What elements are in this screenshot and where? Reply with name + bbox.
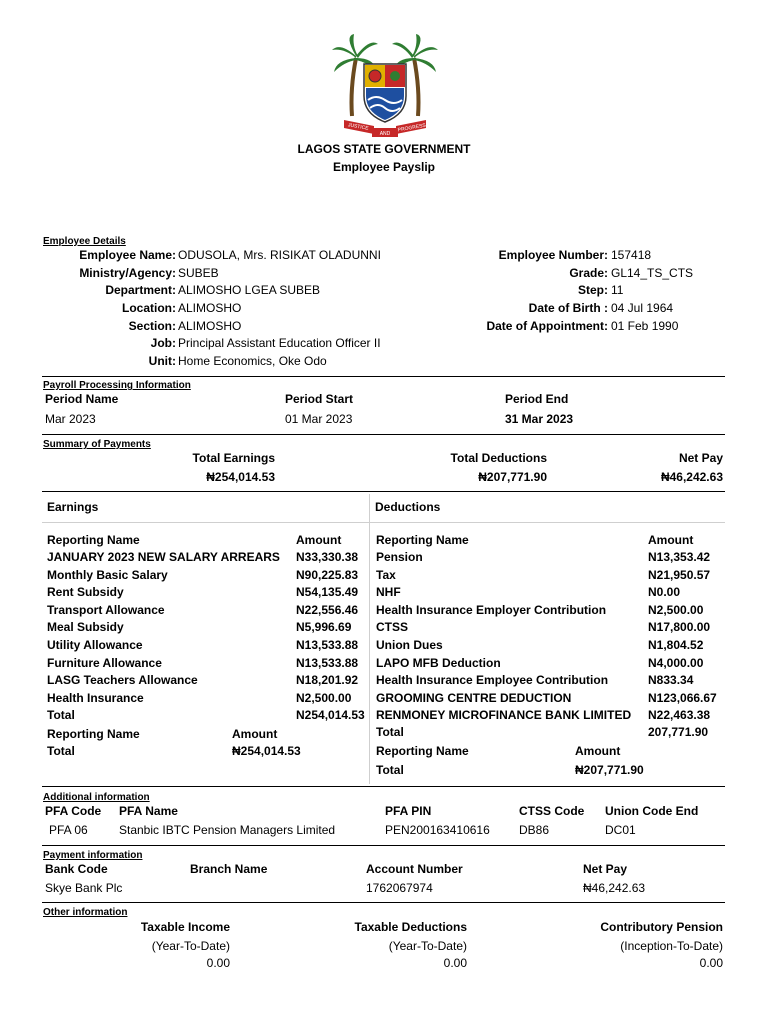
- total-earnings-value: ₦254,014.53: [206, 470, 275, 484]
- deduction-amount: N123,066.67: [648, 691, 717, 705]
- taxable-deductions-value: 0.00: [443, 956, 467, 970]
- earnings-title: Earnings: [47, 500, 99, 514]
- earnings-col-amount: Amount: [296, 533, 342, 547]
- other-information-heading: Other information: [43, 907, 128, 918]
- pfa-code-value: PFA 06: [49, 823, 88, 837]
- taxable-income-header: Taxable Income: [140, 920, 230, 934]
- earnings-footer-col-amount: Amount: [232, 727, 278, 741]
- department-value: ALIMOSHO LGEA SUBEB: [178, 283, 321, 297]
- earnings-footer-total-label: Total: [47, 744, 75, 758]
- earning-amount: N5,996.69: [296, 620, 352, 634]
- contributory-pension-period: (Inception-To-Date): [620, 939, 723, 953]
- total-deductions-header: Total Deductions: [450, 451, 547, 465]
- total-deductions-value: ₦207,771.90: [478, 470, 547, 484]
- taxable-deductions-period: (Year-To-Date): [388, 939, 467, 953]
- svg-text:PROGRESS: PROGRESS: [397, 122, 427, 134]
- earning-name: LASG Teachers Allowance: [47, 673, 198, 687]
- deduction-name: Total: [376, 725, 404, 739]
- deduction-amount: 207,771.90: [648, 725, 709, 739]
- divider: [42, 902, 725, 903]
- department-label: Department:: [105, 283, 176, 297]
- deduction-amount: N1,804.52: [648, 638, 704, 652]
- page-title: Employee Payslip: [332, 160, 436, 174]
- unit-value: Home Economics, Oke Odo: [178, 354, 327, 368]
- unit-label: Unit:: [148, 354, 176, 368]
- earning-amount: N2,500.00: [296, 691, 352, 705]
- earning-name: Utility Allowance: [47, 638, 143, 652]
- pfa-pin-value: PEN200163410616: [385, 823, 490, 837]
- grade-label: Grade:: [569, 266, 608, 280]
- section-value: ALIMOSHO: [178, 319, 242, 333]
- net-pay-value: ₦46,242.63: [660, 470, 723, 484]
- divider: [42, 491, 725, 492]
- earning-name: Transport Allowance: [47, 603, 165, 617]
- location-value: ALIMOSHO: [178, 301, 242, 315]
- divider: [42, 376, 725, 377]
- lagos-state-crest: [330, 34, 440, 138]
- contributory-pension-header: Contributory Pension: [600, 920, 723, 934]
- earning-name: Total: [47, 708, 75, 722]
- employee-number-value: 157418: [611, 248, 652, 262]
- payment-net-pay-value: ₦46,242.63: [583, 881, 646, 895]
- deductions-col-name: Reporting Name: [376, 533, 469, 547]
- divider: [42, 786, 725, 787]
- svg-text:AND: AND: [379, 131, 391, 137]
- deductions-title: Deductions: [375, 500, 441, 514]
- deduction-name: Health Insurance Employee Contribution: [376, 673, 609, 687]
- deduction-name: Health Insurance Employer Contribution: [376, 603, 607, 617]
- deduction-amount: N13,353.42: [648, 550, 711, 564]
- divider: [42, 434, 725, 435]
- location-label: Location:: [122, 301, 176, 315]
- deduction-name: Pension: [376, 550, 423, 564]
- ministry-value: SUBEB: [178, 266, 219, 280]
- period-end-header: Period End: [505, 392, 569, 406]
- date-of-birth-value: 04 Jul 1964: [611, 301, 674, 315]
- total-earnings-header: Total Earnings: [192, 451, 275, 465]
- earning-amount: N13,533.88: [296, 656, 359, 670]
- deductions-footer-col-name: Reporting Name: [376, 744, 469, 758]
- branch-name-header: Branch Name: [190, 862, 268, 876]
- earning-name: Rent Subsidy: [47, 585, 124, 599]
- deduction-amount: N21,950.57: [648, 568, 711, 582]
- earning-amount: N18,201.92: [296, 673, 359, 687]
- deduction-amount: N0.00: [648, 585, 681, 599]
- union-code-value: DC01: [605, 823, 636, 837]
- date-of-birth-label: Date of Birth :: [528, 301, 608, 315]
- taxable-income-value: 0.00: [206, 956, 230, 970]
- step-label: Step:: [578, 283, 608, 297]
- job-label: Job:: [150, 336, 176, 350]
- taxable-income-period: (Year-To-Date): [151, 939, 230, 953]
- earning-amount: N90,225.83: [296, 568, 359, 582]
- earnings-footer-total-value: ₦254,014.53: [232, 744, 301, 758]
- divider: [42, 845, 725, 846]
- earnings-title-rule: [42, 522, 369, 523]
- deduction-amount: N2,500.00: [648, 603, 704, 617]
- period-start-header: Period Start: [285, 392, 354, 406]
- earnings-col-name: Reporting Name: [47, 533, 140, 547]
- ministry-label: Ministry/Agency:: [79, 266, 176, 280]
- earning-amount: N33,330.38: [296, 550, 359, 564]
- payroll-processing-heading: Payroll Processing Information: [43, 380, 191, 391]
- deductions-footer-col-amount: Amount: [575, 744, 621, 758]
- deduction-amount: N17,800.00: [648, 620, 711, 634]
- earnings-footer-col-name: Reporting Name: [47, 727, 140, 741]
- job-value: Principal Assistant Education Officer II: [178, 336, 381, 350]
- payment-information-heading: Payment information: [43, 850, 143, 861]
- deductions-col-amount: Amount: [648, 533, 694, 547]
- additional-information-heading: Additional information: [43, 792, 150, 803]
- pfa-pin-header: PFA PIN: [385, 804, 432, 818]
- deduction-amount: N833.34: [648, 673, 694, 687]
- organization-name: LAGOS STATE GOVERNMENT: [297, 142, 471, 156]
- grade-value: GL14_TS_CTS: [611, 266, 694, 280]
- contributory-pension-value: 0.00: [699, 956, 723, 970]
- union-code-header: Union Code End: [605, 804, 699, 818]
- deduction-name: LAPO MFB Deduction: [376, 656, 501, 670]
- date-of-appointment-label: Date of Appointment:: [486, 319, 608, 333]
- bank-code-value: Skye Bank Plc: [45, 881, 123, 895]
- bank-code-header: Bank Code: [45, 862, 108, 876]
- deductions-title-rule: [370, 522, 725, 523]
- account-number-header: Account Number: [366, 862, 463, 876]
- employee-details-heading: Employee Details: [43, 236, 126, 247]
- earning-name: Meal Subsidy: [47, 620, 124, 634]
- earning-amount: N13,533.88: [296, 638, 359, 652]
- period-end-value: 31 Mar 2023: [505, 412, 574, 426]
- pfa-name-header: PFA Name: [119, 804, 178, 818]
- account-number-value: 1762067974: [366, 881, 433, 895]
- ctss-code-value: DB86: [519, 823, 550, 837]
- column-separator: [369, 494, 370, 784]
- deduction-name: RENMONEY MICROFINANCE BANK LIMITED: [376, 708, 632, 722]
- period-start-value: 01 Mar 2023: [285, 412, 353, 426]
- step-value: 11: [611, 283, 624, 297]
- period-name-value: Mar 2023: [45, 412, 96, 426]
- deduction-name: CTSS: [376, 620, 409, 634]
- employee-number-label: Employee Number:: [498, 248, 608, 262]
- deduction-amount: N22,463.38: [648, 708, 711, 722]
- earning-amount: N254,014.53: [296, 708, 365, 722]
- deduction-name: GROOMING CENTRE DEDUCTION: [376, 691, 572, 705]
- deductions-footer-total-value: ₦207,771.90: [575, 763, 644, 777]
- earning-name: JANUARY 2023 NEW SALARY ARREARS: [47, 550, 280, 564]
- earning-amount: N54,135.49: [296, 585, 359, 599]
- taxable-deductions-header: Taxable Deductions: [354, 920, 467, 934]
- summary-of-payments-heading: Summary of Payments: [43, 439, 151, 450]
- section-label: Section:: [128, 319, 176, 333]
- earning-amount: N22,556.46: [296, 603, 359, 617]
- deduction-name: Union Dues: [376, 638, 443, 652]
- earning-name: Furniture Allowance: [47, 656, 162, 670]
- earning-name: Monthly Basic Salary: [47, 568, 168, 582]
- date-of-appointment-value: 01 Feb 1990: [611, 319, 679, 333]
- net-pay-header: Net Pay: [678, 451, 723, 465]
- deductions-footer-total-label: Total: [376, 763, 404, 777]
- deduction-amount: N4,000.00: [648, 656, 704, 670]
- employee-name-label: Employee Name:: [79, 248, 176, 262]
- svg-text:JUSTICE: JUSTICE: [347, 122, 369, 132]
- payment-net-pay-header: Net Pay: [583, 862, 628, 876]
- period-name-header: Period Name: [45, 392, 119, 406]
- deduction-name: Tax: [376, 568, 396, 582]
- ctss-code-header: CTSS Code: [519, 804, 585, 818]
- pfa-code-header: PFA Code: [45, 804, 102, 818]
- deduction-name: NHF: [376, 585, 401, 599]
- earning-name: Health Insurance: [47, 691, 144, 705]
- pfa-name-value: Stanbic IBTC Pension Managers Limited: [119, 823, 336, 837]
- employee-name-value: ODUSOLA, Mrs. RISIKAT OLADUNNI: [178, 248, 381, 262]
